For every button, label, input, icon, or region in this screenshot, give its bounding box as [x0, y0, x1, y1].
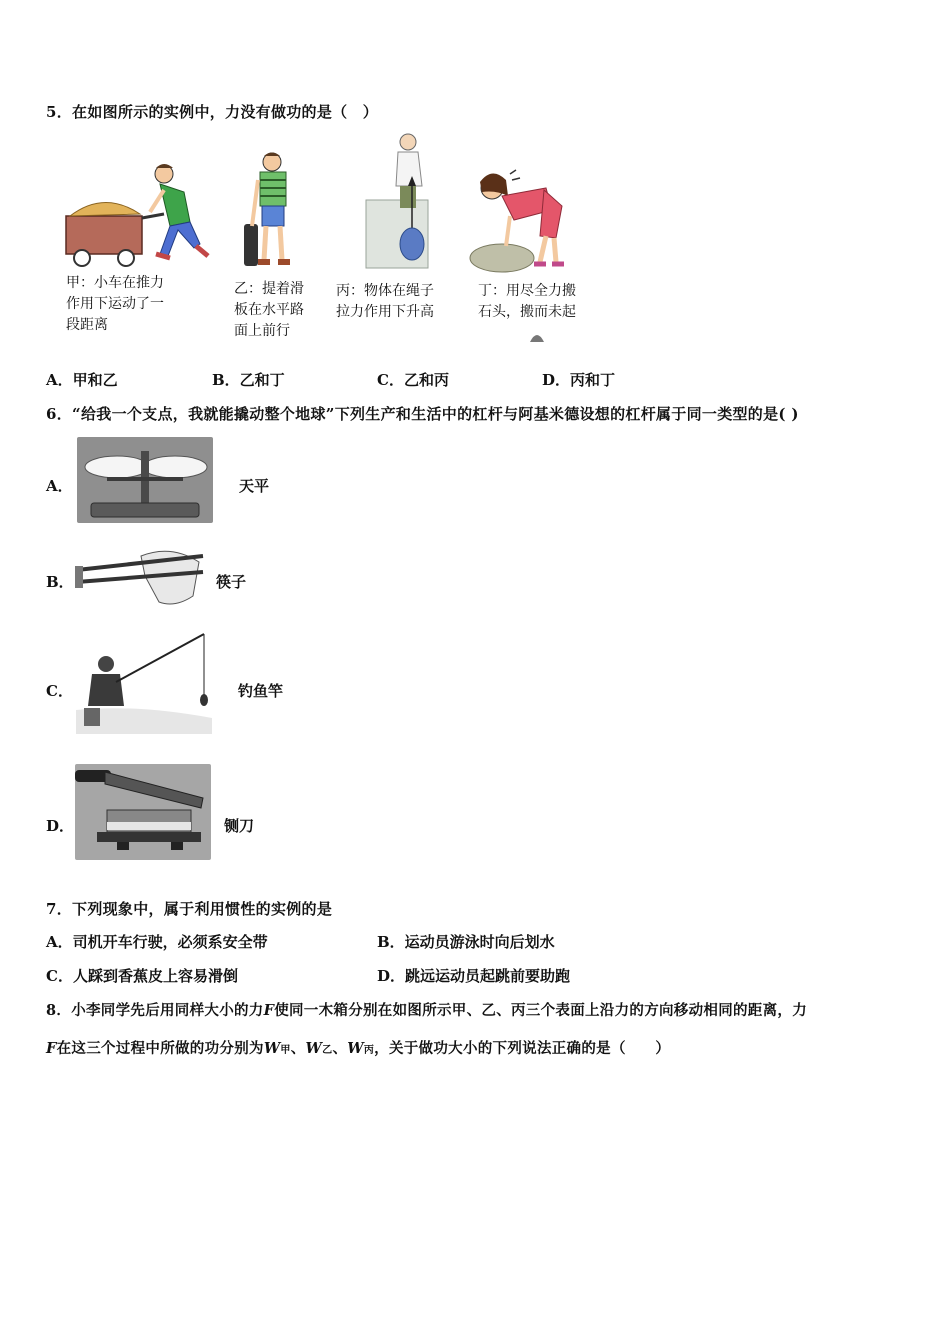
- q6-option-a-letter: A．: [46, 477, 73, 495]
- woman-arm: [506, 216, 510, 246]
- q7-option-c: C．人踩到香蕉皮上容易滑倒: [46, 967, 238, 985]
- figure-5-bing: [362, 130, 440, 272]
- q8-text: 8．小李同学先后用同样大小的力: [46, 1002, 264, 1019]
- caption-line: 甲：小车在推力: [66, 275, 164, 291]
- q6-option-b-letter: B．: [46, 573, 74, 591]
- boy-arm: [150, 190, 164, 212]
- effort-lines: [510, 170, 520, 180]
- question-7-stem: 7．下列现象中，属于利用惯性的实例的是: [46, 900, 333, 918]
- q8-text: ，关于做功大小的下列说法正确的是（ ）: [374, 1040, 671, 1057]
- q5-option-b: B．乙和丁: [212, 371, 285, 389]
- q7-option-d: D．跳远运动员起跳前要助跑: [377, 967, 571, 985]
- cart-wheel: [74, 250, 90, 266]
- woman-skirt: [540, 190, 562, 238]
- figure-5-jia-caption: [66, 273, 164, 336]
- boy-hair: [264, 153, 280, 157]
- separator: 、: [332, 1040, 348, 1057]
- cart-handle: [142, 214, 164, 218]
- q7-option-a: A．司机开车行驶，必须系安全带: [46, 933, 268, 951]
- work-symbol: W: [305, 1040, 323, 1057]
- figure-5-ding: [466, 166, 576, 274]
- man-coat: [396, 152, 422, 186]
- question-6-stem: 6．“给我一个支点，我就能撬动整个地球”下列生产和生活中的杠杆与阿基米德设想的杠杆属于同一类型的是( ): [46, 405, 799, 423]
- caption-line: 乙：提着滑: [234, 281, 304, 297]
- lifted-object: [400, 228, 424, 260]
- force-symbol: F: [263, 1002, 275, 1019]
- q8-text: 使同一木箱分别在如图所示甲、乙、丙三个表面上沿力的方向移动相同的距离，力: [274, 1002, 807, 1019]
- q7-option-b: B．运动员游泳时向后划水: [377, 933, 555, 951]
- separator: 、: [290, 1040, 306, 1057]
- boy-pants: [160, 222, 200, 256]
- figure-5-yi: [238, 150, 310, 278]
- q6-option-b-text: 筷子: [216, 573, 247, 591]
- caption-line: 段距离: [66, 317, 108, 333]
- cart-body: [66, 216, 142, 254]
- figure-5-ding-caption: [478, 281, 576, 323]
- caption-line: 石头，搬而未起: [478, 304, 576, 320]
- figure-5-yi-caption: [234, 279, 304, 342]
- skateboard: [244, 224, 258, 266]
- boy-hair: [156, 164, 173, 168]
- chopsticks-image: [75, 546, 207, 608]
- q8-text: 在这三个过程中所做的功分别为: [56, 1040, 264, 1057]
- boy-shorts: [262, 206, 284, 226]
- caption-line: 丙：物体在绳子: [336, 283, 434, 299]
- caption-line: 丁：用尽全力搬: [478, 283, 576, 299]
- cutter-image: [75, 764, 211, 860]
- question-5-stem: 5．在如图所示的实例中，力没有做功的是（ ）: [46, 103, 379, 121]
- rock: [470, 244, 534, 272]
- fishing-image: [76, 630, 212, 734]
- man-pants: [400, 186, 416, 208]
- man-head: [400, 134, 416, 150]
- work-symbol: W: [347, 1040, 364, 1057]
- balance-image: [77, 437, 213, 523]
- caption-line: 板在水平路: [234, 302, 304, 318]
- figure-5-bing-caption: [336, 281, 434, 323]
- fragment-mark: [528, 328, 546, 342]
- cart-wheel: [118, 250, 134, 266]
- work-subscript: 丙: [363, 1045, 375, 1056]
- q5-option-c: C．乙和丙: [377, 371, 449, 389]
- boy-arm: [252, 180, 258, 226]
- question-8-line-1: [46, 999, 807, 1020]
- question-8-line-2: [46, 1037, 670, 1058]
- work-subscript: 甲: [280, 1045, 291, 1056]
- q5-option-a: A．甲和乙: [46, 371, 118, 389]
- boy-shirt: [160, 184, 190, 226]
- q6-option-a-text: 天平: [239, 477, 270, 495]
- q6-option-d-letter: D．: [46, 817, 75, 835]
- work-symbol: W: [263, 1040, 281, 1057]
- figure-5-jia: [60, 160, 220, 272]
- q6-option-d-text: 铡刀: [224, 817, 255, 835]
- force-symbol: F: [46, 1040, 57, 1057]
- caption-line: 拉力作用下升高: [336, 304, 434, 320]
- q5-option-d: D．丙和丁: [542, 371, 616, 389]
- q6-option-c-text: 钓鱼竿: [238, 682, 284, 700]
- cart-load: [70, 202, 140, 216]
- caption-line: 作用下运动了一: [66, 296, 164, 312]
- work-subscript: 乙: [322, 1045, 333, 1056]
- q6-option-c-letter: C．: [46, 682, 73, 700]
- caption-line: 面上前行: [234, 323, 290, 339]
